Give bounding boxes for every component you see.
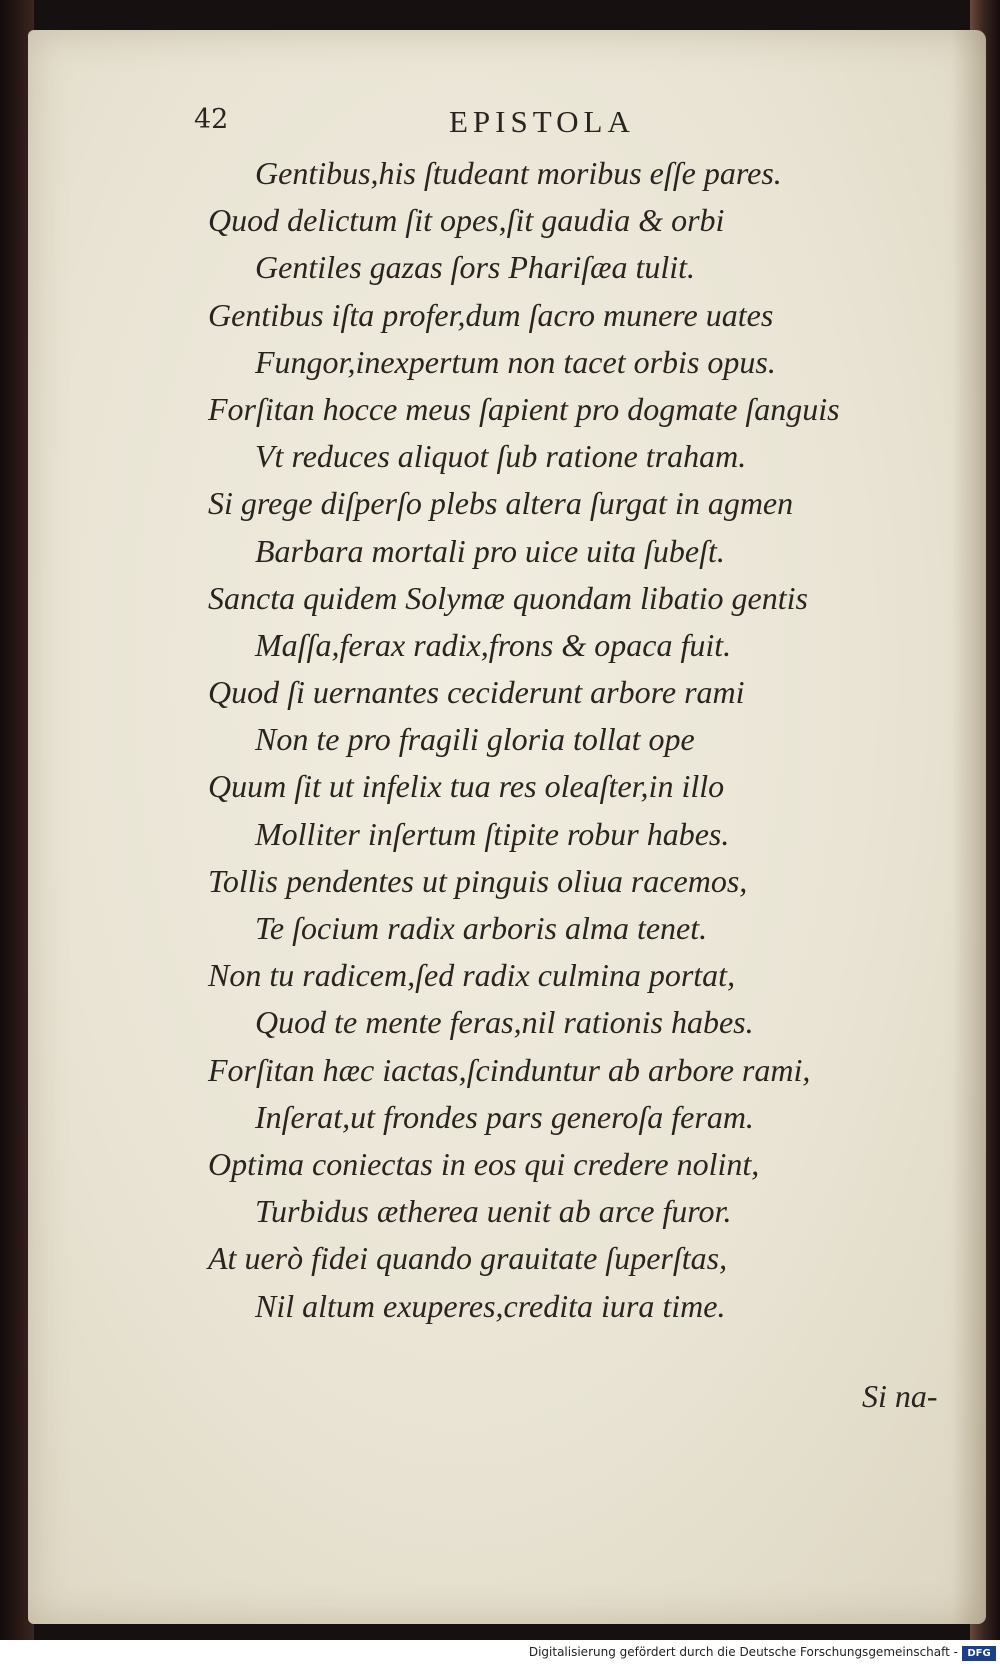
- verse-line: Turbidus æthereа uenit ab arce furor.: [255, 1193, 732, 1230]
- verse-line: Sancta quidem Solymæ quondam libatio gentis: [208, 579, 808, 616]
- verse-line: Barbara mortali pro uice uita ſubeſt.: [255, 532, 725, 569]
- digitization-footer: [0, 1640, 1000, 1667]
- verse-line: Quod delictum ſit opes,ſit gaudia & orbi: [208, 202, 725, 239]
- verse-block: [208, 150, 928, 1330]
- verse-line: Vt reduces aliquot ſub ratione traham.: [255, 438, 747, 475]
- page-number: 42: [194, 104, 229, 135]
- verse-line: Quod ſi uernantes ceciderunt arbore rami: [208, 674, 745, 711]
- verse-line: Gentibus iſta profer,dum ſacro munere uates: [208, 296, 774, 333]
- verse-line: Nil altum exuperes,credita iura time.: [255, 1287, 726, 1324]
- verse-line: Inſerat,ut frondes pars generoſa feram.: [255, 1098, 754, 1135]
- dfg-logo: DFG: [962, 1646, 996, 1661]
- verse-line: Optima coniectas in eos qui credere nolint,: [208, 1145, 760, 1182]
- verse-line: Si grege diſperſo plebs altera ſurgat in agmen: [208, 485, 794, 522]
- catchword: Si na-: [862, 1378, 938, 1414]
- verse-line: Forſitan hocce meus ſapient pro dogmate ſanguis: [208, 390, 840, 427]
- verse-line: Forſitan hæc iactas,ſcinduntur ab arbore rami,: [208, 1051, 811, 1088]
- verse-line: Molliter inſertum ſtipite robur habes.: [255, 815, 730, 852]
- verse-line: Tollis pendentes ut pinguis oliua racemos,: [208, 862, 748, 899]
- verse-line: Quum ſit ut infelix tua res oleaſter,in illo: [208, 768, 725, 805]
- footer-credit: Digitalisierung gefördert durch die Deutsche Forschungsgemeinschaft -: [528, 1645, 958, 1659]
- verse-line: Te ſocium radix arboris alma tenet.: [255, 910, 708, 946]
- verse-line: At uerò fidei quando grauitate ſuperſtas,: [208, 1240, 728, 1277]
- page-header: [194, 82, 714, 142]
- verse-line: Quod te mente feras,nil rationis habes.: [255, 1004, 754, 1041]
- verse-line: Gentibus,his ſtudeant moribus eſſe pares.: [255, 155, 782, 191]
- running-head: EPISTOLA: [449, 104, 635, 139]
- page-gutter-shadow: [952, 30, 986, 1624]
- verse-line: Fungor,inexpertum non tacet orbis opus.: [255, 343, 776, 380]
- verse-line: Non te pro fragili gloria tollat ope: [255, 721, 695, 758]
- verse-line: Gentiles gazas ſors Phariſæa tulit.: [255, 249, 696, 286]
- verse-line: Maſſa,ferax radix,frons & opaca fuit.: [255, 626, 732, 663]
- verse-line: Non tu radicem,ſed radix culmina portat,: [208, 957, 736, 994]
